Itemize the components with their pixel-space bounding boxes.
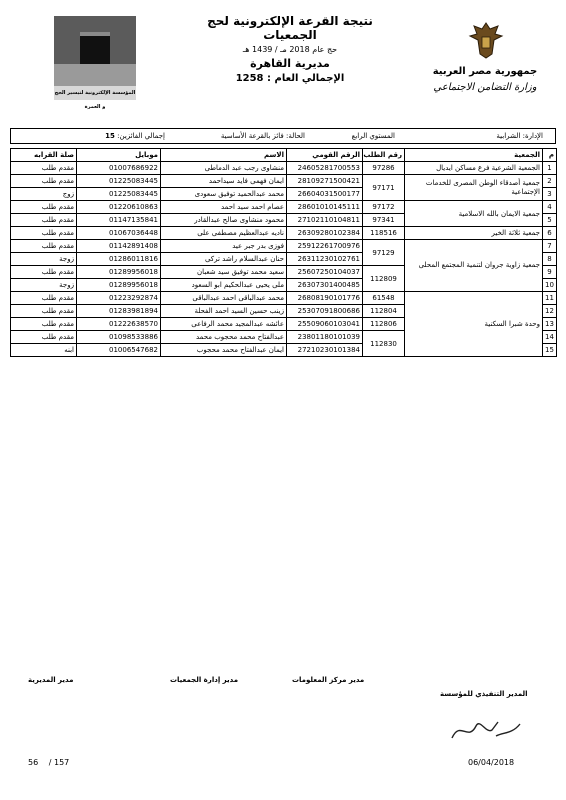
name-cell: عصام احمد سيد احمد (161, 201, 287, 214)
relation-cell: مقدم طلب (11, 240, 77, 253)
table-header-row (11, 149, 557, 162)
relation-cell: مقدم طلب (11, 175, 77, 188)
eagle-emblem-icon (468, 20, 504, 60)
mobile-cell: 01220610863 (77, 201, 161, 214)
serial-cell: 5 (543, 214, 557, 227)
table-row (11, 240, 557, 253)
col-header-national-id: الرقم القومي (287, 149, 363, 162)
photo-caption: المؤسسة الإلكترونية لتيسير الحج و العمرة (54, 86, 136, 100)
table-row (11, 292, 557, 305)
table-row (11, 162, 557, 175)
directorate-manager-signature: مدير المديرية (28, 676, 74, 684)
request-number-cell: 97286 (363, 162, 405, 175)
handwritten-signature-icon (446, 712, 526, 746)
relation-cell: زوجة (11, 253, 77, 266)
name-cell: ناديه عبدالعظيم مصطفى على (161, 227, 287, 240)
relation-cell: مقدم طلب (11, 318, 77, 331)
association-cell: جمعية ثلاثة الخير (405, 227, 543, 240)
serial-cell: 3 (543, 188, 557, 201)
mobile-cell: 01289956018 (77, 266, 161, 279)
name-cell: سعيد محمد توفيق سيد شعبان (161, 266, 287, 279)
mobile-cell: 01147135841 (77, 214, 161, 227)
national-id-cell: 26309280102384 (287, 227, 363, 240)
relation-cell: مقدم طلب (11, 227, 77, 240)
national-id-cell: 27210230101384 (287, 344, 363, 357)
col-header-request-number: رقم الطلب (363, 149, 405, 162)
request-number-cell: 118516 (363, 227, 405, 240)
request-number-cell: 112830 (363, 331, 405, 357)
national-id-cell: 25912261700976 (287, 240, 363, 253)
request-number-cell: 112804 (363, 305, 405, 318)
mobile-cell: 01067036448 (77, 227, 161, 240)
relation-cell: مقدم طلب (11, 331, 77, 344)
filter-info-bar (10, 128, 556, 144)
relation-cell: ابنه (11, 344, 77, 357)
serial-cell: 15 (543, 344, 557, 357)
national-id-cell: 25607250104037 (287, 266, 363, 279)
serial-cell: 8 (543, 253, 557, 266)
national-id-cell: 25307091800686 (287, 305, 363, 318)
ministry-name: وزارة التضامن الاجتماعي (433, 82, 537, 93)
table-row (11, 175, 557, 188)
report-title: نتيجة القرعة الإلكترونية لحج الجمعيات (207, 14, 373, 42)
col-header-mobile: موبايل (77, 149, 161, 162)
national-id-cell: 27102110104811 (287, 214, 363, 227)
season-line: حج عام 2018 مـ / 1439 هـ (242, 45, 338, 54)
col-header-relation: صلة القرابه (11, 149, 77, 162)
relation-cell: مقدم طلب (11, 214, 77, 227)
admin-value: الشرابية (496, 132, 521, 140)
association-cell: وحدة شبرا السكنية (405, 292, 543, 357)
country-name: جمهورية مصر العربية (432, 66, 538, 77)
name-cell: منشاوى رجب عبد الدماطى (161, 162, 287, 175)
national-id-cell: 23801180101039 (287, 331, 363, 344)
report-header (200, 14, 380, 84)
relation-cell: مقدم طلب (11, 292, 77, 305)
name-cell: عائشه عبدالمجيد محمد الرفاعى (161, 318, 287, 331)
associations-manager-signature: مدير إدارة الجمعيات (170, 676, 239, 684)
pilgrims-crowd (54, 64, 136, 86)
national-id-cell: 24605281700553 (287, 162, 363, 175)
mobile-cell: 01223292874 (77, 292, 161, 305)
serial-cell: 9 (543, 266, 557, 279)
mobile-cell: 01222638570 (77, 318, 161, 331)
request-number-cell: 112809 (363, 266, 405, 292)
mobile-cell: 01286011816 (77, 253, 161, 266)
national-id-cell: 25509060103041 (287, 318, 363, 331)
serial-cell: 1 (543, 162, 557, 175)
national-id-cell: 28109271500421 (287, 175, 363, 188)
serial-cell: 11 (543, 292, 557, 305)
mobile-cell: 01007686922 (77, 162, 161, 175)
relation-cell: زوجة (11, 279, 77, 292)
page-number: 56 (28, 758, 39, 767)
association-cell: جمعية زاوية جروان لتنمية المجتمع المحلى (405, 240, 543, 292)
mobile-cell: 01289956018 (77, 279, 161, 292)
name-cell: ايمان عبدالفتاح محمد محجوب (161, 344, 287, 357)
serial-cell: 2 (543, 175, 557, 188)
association-cell: جمعية أصدقاء الوطن المصرى للخدمات الإجتماعية (405, 175, 543, 201)
national-id-cell: 26307301400485 (287, 279, 363, 292)
name-cell: ايمان فهمى فايد سيداحمد (161, 175, 287, 188)
name-cell: زينب حسين السيد احمد الفحلة (161, 305, 287, 318)
request-number-cell: 61548 (363, 292, 405, 305)
mobile-cell: 01225083445 (77, 175, 161, 188)
name-cell: محمد عبدالباقى احمد عبدالباقى (161, 292, 287, 305)
grand-total-value: 1258 (235, 73, 264, 84)
national-id-cell: 26604031500177 (287, 188, 363, 201)
request-number-cell: 97171 (363, 175, 405, 201)
mobile-cell: 01098533886 (77, 331, 161, 344)
grand-total (200, 73, 380, 84)
winners-field (105, 132, 165, 140)
table-row (11, 201, 557, 214)
mobile-cell: 01225083445 (77, 188, 161, 201)
request-number-cell: 112806 (363, 318, 405, 331)
col-header-serial: م (543, 149, 557, 162)
status-field (221, 132, 305, 140)
page-counter (28, 758, 69, 767)
hajj-photo (54, 16, 136, 110)
relation-cell: مقدم طلب (11, 305, 77, 318)
name-cell: محمد عبدالحميد توفيق سعودى (161, 188, 287, 201)
mobile-cell: 01142891408 (77, 240, 161, 253)
executive-director-signature: المدير التنفيذي للمؤسسة (440, 690, 528, 698)
name-cell: عبدالفتاح محمد محجوب محمد (161, 331, 287, 344)
mobile-cell: 01283981894 (77, 305, 161, 318)
level-value: المستوي الرابع (351, 132, 395, 140)
mobile-cell: 01006547682 (77, 344, 161, 357)
relation-cell: مقدم طلب (11, 266, 77, 279)
name-cell: ملى يحيى عبدالحكيم ابو السعود (161, 279, 287, 292)
request-number-cell: 97341 (363, 214, 405, 227)
serial-cell: 6 (543, 227, 557, 240)
directorate-name: مديرية القاهرة (250, 57, 330, 70)
col-header-name: الاسم (161, 149, 287, 162)
page-separator: / (48, 758, 52, 767)
request-number-cell: 97172 (363, 201, 405, 214)
national-id-cell: 28601010145111 (287, 201, 363, 214)
winners-table (10, 148, 557, 357)
serial-cell: 14 (543, 331, 557, 344)
national-id-cell: 26311230102761 (287, 253, 363, 266)
status-value: فائز بالقرعة الأساسية (220, 132, 284, 140)
relation-cell: مقدم طلب (11, 162, 77, 175)
national-id-cell: 26808190101776 (287, 292, 363, 305)
status-label: الحالة: (286, 132, 305, 140)
association-cell: الجمعية الشرعية فرع مساكن ايديال (405, 162, 543, 175)
name-cell: محمود منشاوى صالح عبدالقادر (161, 214, 287, 227)
page-total: 157 (53, 758, 70, 767)
name-cell: فوزى بدر جبر عيد (161, 240, 287, 253)
serial-cell: 13 (543, 318, 557, 331)
winners-value: 15 (105, 132, 115, 140)
association-cell: جمعية الايمان بالله الاسلامية (405, 201, 543, 227)
relation-cell: مقدم طلب (11, 201, 77, 214)
info-center-manager-signature: مدير مركز المعلومات (292, 676, 365, 684)
col-header-association: الجمعية (405, 149, 543, 162)
kaaba-image (80, 32, 110, 64)
admin-label: الإدارة: (522, 132, 543, 140)
grand-total-label: الإجمالي العام : (267, 73, 345, 84)
relation-cell: زوج (11, 188, 77, 201)
table-row (11, 227, 557, 240)
serial-cell: 7 (543, 240, 557, 253)
serial-cell: 10 (543, 279, 557, 292)
winners-label: إجمالي الفائزين: (117, 132, 165, 140)
admin-field (496, 132, 543, 140)
serial-cell: 12 (543, 305, 557, 318)
name-cell: حنان عبدالسلام راشد تركى (161, 253, 287, 266)
serial-cell: 4 (543, 201, 557, 214)
request-number-cell: 97129 (363, 240, 405, 266)
print-date: 06/04/2018 (468, 758, 515, 767)
